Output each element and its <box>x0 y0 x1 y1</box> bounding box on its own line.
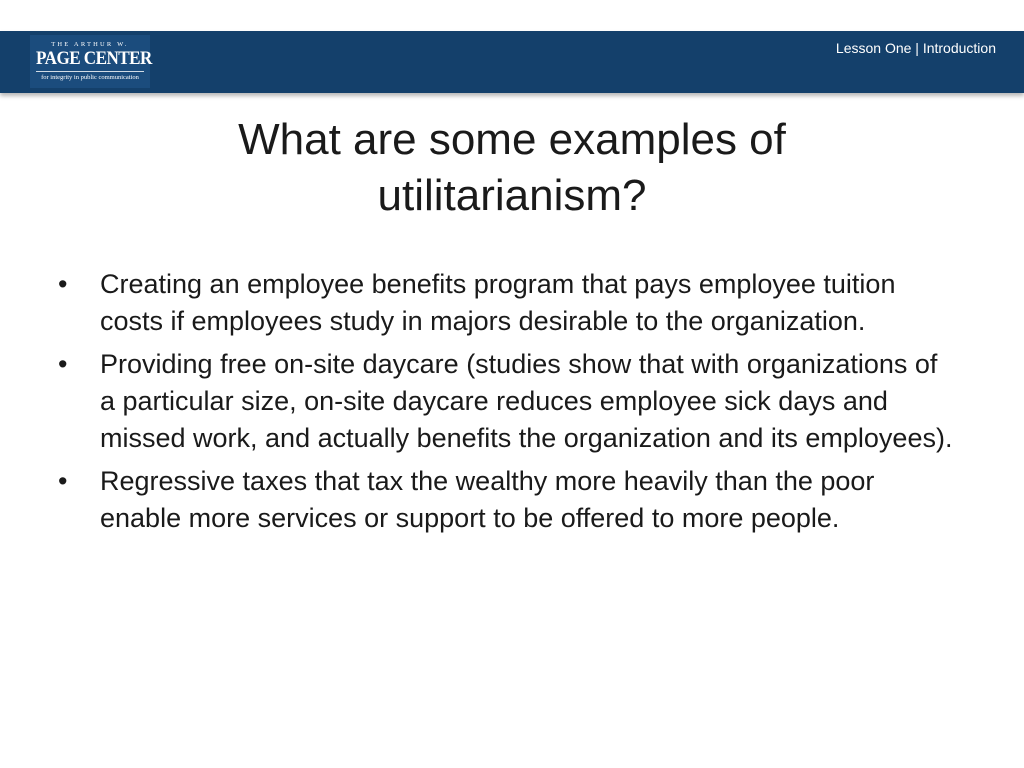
bullet-marker: • <box>58 349 68 379</box>
page-center-logo <box>30 35 150 88</box>
bullet-item-1 <box>58 266 958 340</box>
bullet-text: Regressive taxes that tax the wealthy more heavily than the poor enable more services or support to be offered to more people. <box>100 466 875 533</box>
bullet-item-2 <box>58 346 958 457</box>
bullet-text: Providing free on-site daycare (studies show that with organizations of a particular size, on-site daycare reduces employee sick days and missed work, and actually benefits the organization and its employees). <box>100 349 953 453</box>
logo-divider <box>36 71 144 72</box>
bullet-list <box>58 266 958 543</box>
bullet-marker: • <box>58 466 68 496</box>
bullet-marker: • <box>58 269 68 299</box>
bullet-text: Creating an employee benefits program that pays employee tuition costs if employees study in majors desirable to the organization. <box>100 269 896 336</box>
header-bar <box>0 31 1024 93</box>
slide-title: What are some examples of utilitarianism? <box>238 115 786 220</box>
logo-top-line: THE ARTHUR W. <box>51 41 129 48</box>
bullet-item-3 <box>58 463 958 537</box>
logo-tagline: for integrity in public communication <box>41 74 139 81</box>
lesson-label: Lesson One | Introduction <box>835 40 996 56</box>
logo-main-text: PAGE CENTER <box>36 48 152 69</box>
